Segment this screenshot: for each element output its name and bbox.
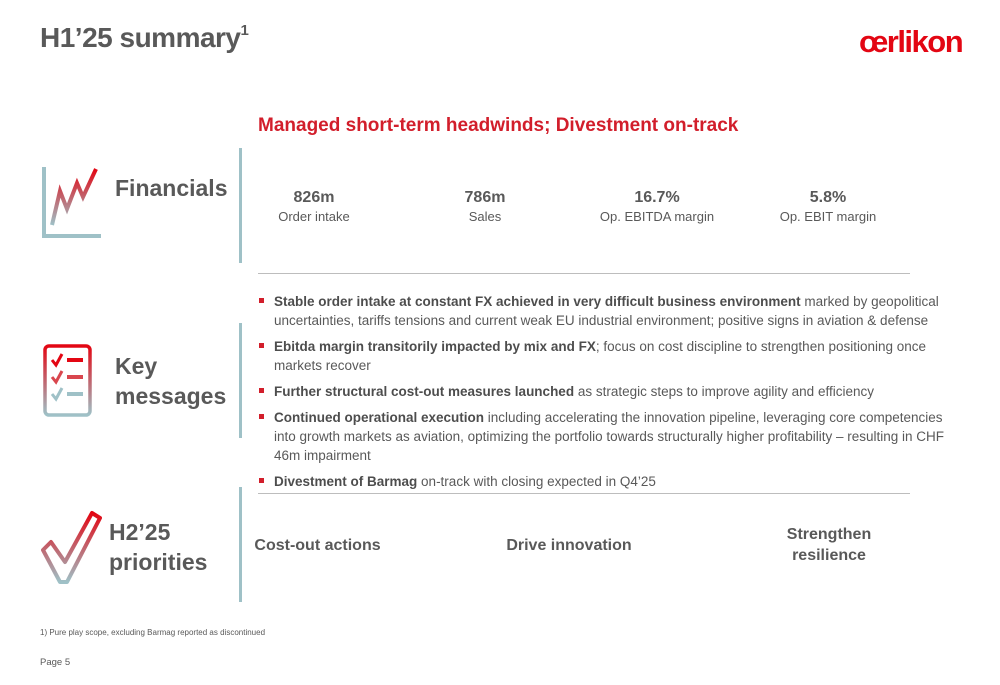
bullet-bold: Ebitda margin transitorily impacted by mix and FX	[274, 339, 596, 354]
bullet-bold: Further structural cost-out measures launched	[274, 384, 575, 399]
priorities-divider	[239, 487, 242, 602]
kpi-sales	[405, 188, 565, 226]
checkmark-icon	[40, 510, 102, 586]
page-title: H1’25 summary$^1$	[40, 21, 249, 53]
priority-cost-out	[250, 535, 385, 556]
oerlikon-logo: œrlikon	[859, 24, 963, 59]
kpi-order-intake	[234, 188, 394, 226]
page-number: Page 5	[40, 657, 71, 668]
list-item	[258, 408, 958, 465]
section-separator	[258, 493, 910, 494]
bullet-text: as strategic steps to improve agility and efficiency	[574, 384, 874, 399]
kpi-label: Op. EBITDA margin	[599, 209, 715, 224]
list-item	[258, 292, 958, 330]
footnote: 1) Pure play scope, excluding Barmag reported as discontinued	[40, 628, 266, 637]
kpi-label: Op. EBIT margin	[779, 209, 877, 224]
key-messages-label	[115, 351, 226, 411]
priority-line1: Cost-out actions	[254, 537, 381, 554]
bullet-text: including accelerating the innovation pipeline, leveraging core competencies into growth markets as aviation, optimizing the portfolio towards structurally higher profitability – resulting in CHF 46m impairment	[274, 410, 945, 463]
bullet-bold: Divestment of Barmag	[274, 474, 418, 489]
bullet-marker	[259, 478, 264, 483]
priority-line1: Drive innovation	[506, 537, 632, 554]
kpi-label: Order intake	[278, 209, 350, 224]
bullet-text: marked by geopolitical uncertainties, tariffs tensions and current weak EU industrial environment; positive signs in aviation & defense	[274, 294, 939, 328]
bullet-bold: Continued operational execution	[274, 410, 485, 425]
bullet-text: on-track with closing expected in Q4’25	[417, 474, 656, 489]
key-messages-divider	[239, 323, 242, 438]
list-item	[258, 472, 958, 491]
kpi-ebitda-margin	[577, 188, 737, 226]
key-messages-label-line1: Key	[115, 353, 158, 379]
priorities-label-line2: priorities	[109, 549, 208, 575]
list-item	[258, 382, 958, 401]
bullet-marker	[259, 414, 264, 419]
checklist-icon	[43, 343, 93, 418]
priority-line2: resilience	[792, 547, 866, 564]
kpi-value: 826m	[293, 189, 335, 206]
headline: Managed short-term headwinds; Divestment on-track	[258, 115, 739, 136]
kpi-value: 786m	[464, 189, 506, 206]
bullet-marker	[259, 343, 264, 348]
list-item	[258, 337, 958, 375]
priority-resilience	[760, 524, 898, 566]
title-footnote-marker: 1	[240, 21, 249, 39]
kpi-ebit-margin	[748, 188, 908, 226]
key-messages-label-line2: messages	[115, 383, 227, 409]
financials-label: Financials	[115, 175, 228, 201]
bullet-text: ; focus on cost discipline to strengthen positioning once markets recover	[274, 339, 927, 373]
key-messages-list	[258, 292, 958, 498]
priority-innovation	[500, 535, 638, 556]
bullet-marker	[259, 298, 264, 303]
bullet-bold: Stable order intake at constant FX achieved in very difficult business environment	[274, 294, 801, 309]
line-chart-icon	[41, 165, 103, 240]
kpi-value: 16.7%	[634, 189, 680, 206]
section-separator	[258, 273, 910, 274]
bullet-marker	[259, 388, 264, 393]
priorities-label	[109, 517, 207, 577]
priorities-label-line1: H2’25	[109, 519, 171, 545]
priority-line1: Strengthen	[786, 526, 872, 543]
kpi-label: Sales	[468, 209, 502, 224]
kpi-value: 5.8%	[809, 189, 847, 206]
